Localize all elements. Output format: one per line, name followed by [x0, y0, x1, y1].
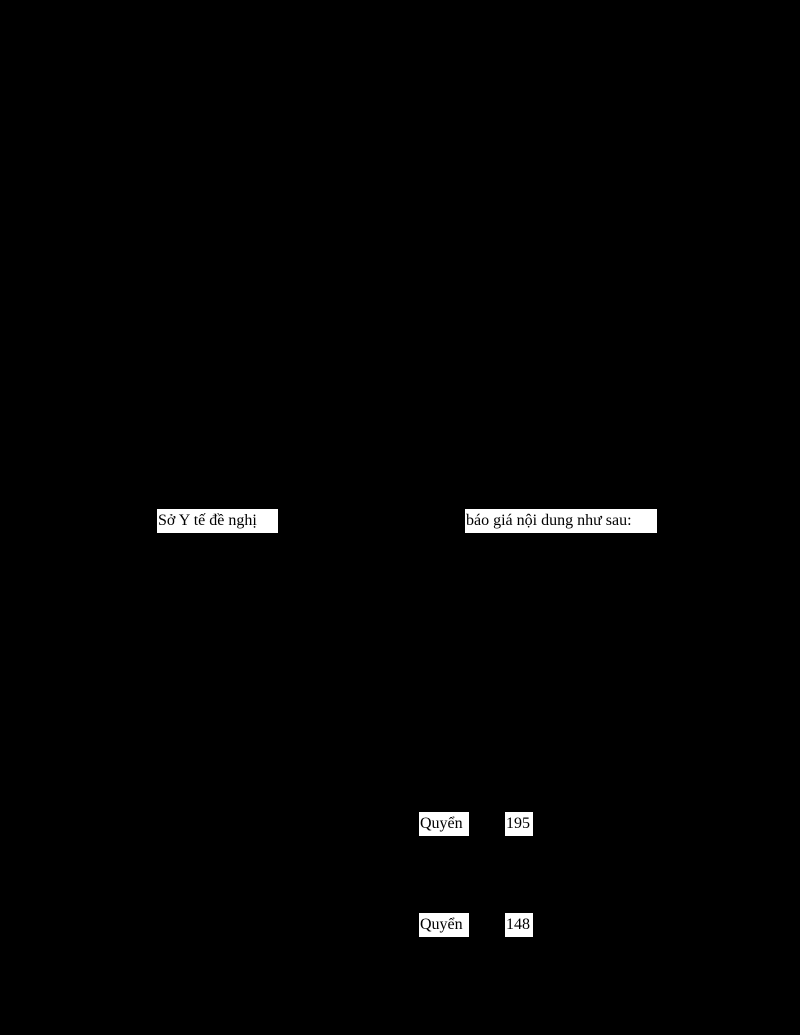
table-row-1-quantity: 195	[505, 812, 533, 836]
table-row-2-quantity: 148	[505, 913, 533, 937]
intro-text-right: báo giá nội dung như sau:	[465, 509, 657, 533]
intro-text-left: Sở Y tế đề nghị	[157, 509, 278, 533]
table-row-2-unit: Quyển	[419, 913, 469, 937]
table-row-1-unit: Quyển	[419, 812, 469, 836]
